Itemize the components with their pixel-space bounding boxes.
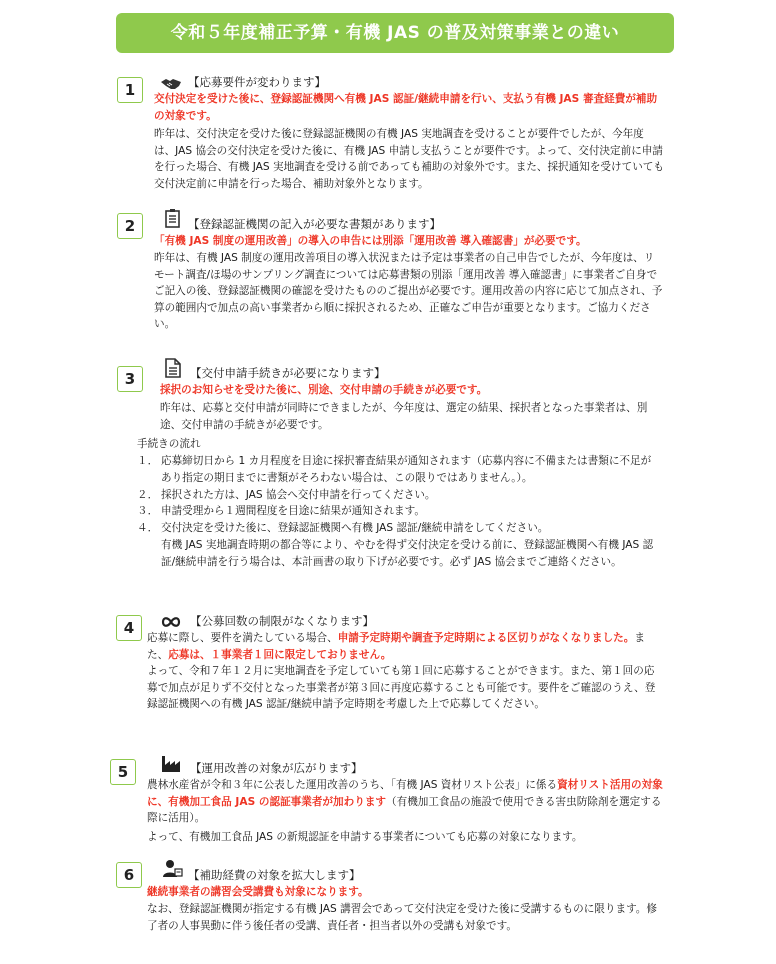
clipboard-icon: [162, 208, 184, 228]
infinity-icon: [160, 612, 182, 632]
section-heading-4: 【公募回数の制限がなくなります】: [190, 614, 374, 628]
section-body-6: なお、登録認証機関が指定する有機 JAS 講習会であって交付決定を受けた後に受講するものに限ります。修了者の人事異動に伴う後任者の受講、責任者・担当者以外の受講も対象です。: [147, 903, 657, 932]
flow-item-text: 応募締切日から 1 カ月程度を目途に採択審査結果が通知されます（応募内容に不備または書類に不足があり指定の期日までに書類がそろわない場合は、この限りではありません。）。: [161, 455, 652, 484]
section-text-4: [147, 630, 665, 663]
section-body-1: 昨年は、交付決定を受けた後に登録認証機関の有機 JAS 実地調査を受けることが要件でしたが、今年度は、JAS 協会の交付決定を受けた後に、有機 JAS 申請し支払うことが要件です。よって、交付決定前に申請を行った場合、有機 JAS 実地調査を受ける前であっても補助の対象外です。また、採択通知を受けていても交付決定前に申請を行った場合、補助対象外となります。: [154, 128, 664, 190]
section-heading-1: 【応募要件が変わります】: [188, 75, 326, 89]
document-icon: [162, 358, 184, 378]
section-body-5: よって、有機加工食品 JAS の新規認証を申請する事業者についても応募の対象になります。: [147, 831, 583, 843]
section-body-3: 昨年は、応募と交付申請が同時にできましたが、今年度は、選定の結果、採択者となった事業者は、別途、交付申請の手続きが必要です。: [160, 402, 648, 431]
section-intro-4: 応募に際し、要件を満たしている場合、: [147, 632, 338, 644]
section-highlight-1: 交付決定を受けた後に、登録認証機関へ有機 JAS 認証/継続申請を行い、支払う有機 JAS 審査経費が補助の対象です。: [154, 93, 658, 122]
page-title: 令和５年度補正予算・有機 JAS の普及対策事業との違い: [116, 13, 674, 53]
section-number-3: 3: [117, 366, 143, 392]
section-heading-5: 【運用改善の対象が広がります】: [190, 761, 363, 775]
section-intro-5: 農林水産省が令和３年に公表した運用改善のうち、「有機 JAS 資材リスト公表」に係る: [147, 779, 558, 791]
flow-item-number: ２．: [137, 489, 159, 501]
section-heading-6: 【補助経費の対象を拡大します】: [188, 868, 361, 882]
section-number-4: 4: [116, 615, 142, 641]
section-text-5: [147, 777, 665, 827]
flow-item-2: [137, 487, 660, 504]
flow-item-1: [137, 453, 660, 486]
section-number-6: 6: [116, 862, 142, 888]
flow-item-number: ３．: [137, 505, 159, 517]
section-heading-2: 【登録認証機関の記入が必要な書類があります】: [188, 217, 441, 231]
section-body-2: 昨年は、有機 JAS 制度の運用改善項目の導入状況または予定は事業者の自己申告でしたが、今年度は、リモート調査/ほ場のサンプリング調査については応募書類の別添「運用改善 導入確認書」に事業者ご自身でご記入の後、登録認証機関の確認を受けたもののご提出が必要です。運用改善の内容に応じて加点され、予算の範囲内で加点の高い事業者から順に採択されるため、正確なご申告が重要となります。ご協力ください。: [154, 252, 663, 331]
section-highlight-4b: 応募は、１事業者１回に限定しておりません。: [168, 648, 392, 661]
section-number-2: 2: [117, 213, 143, 239]
section-highlight-3: 採択のお知らせを受けた後に、別途、交付申請の手続きが必要です。: [160, 384, 488, 396]
section-heading-3: 【交付申請手続きが必要になります】: [190, 366, 386, 380]
flow-item-text: 採択された方は、JAS 協会へ交付申請を行ってください。: [161, 489, 436, 501]
section-highlight-6: 継続事業者の講習会受講費も対象になります。: [147, 886, 369, 898]
section-number-5: 5: [110, 759, 136, 785]
flow-item-4: [137, 520, 660, 537]
section-highlight-4: 申請予定時期や調査予定時期による区切りがなくなりました。: [337, 632, 635, 644]
section-body-4: よって、令和７年１２月に実地調査を予定していても第１回に応募することができます。また、第１回の応募で加点が足りず不交付となった事業者が第３回に再度応募することも可能です。要件をご確認のうえ、登録認証機関への有機 JAS 認証/継続申請予定時期を考慮した上で応募してください。: [147, 665, 656, 711]
flow-item-number: ４．: [137, 522, 159, 534]
section-highlight-2: 「有機 JAS 制度の運用改善」の導入の申告には別添「運用改善 導入確認書」が必要です。: [154, 235, 587, 247]
flow-note: 有機 JAS 実地調査時期の都合等により、やむを得ず交付決定を受ける前に、登録認証機関へ有機 JAS 認証/継続申請を行う場合は、本計画書の取り下げが必要です。必ず JAS 協会までご連絡ください。: [161, 539, 654, 568]
flow-item-text: 交付決定を受けた後に、登録認証機関へ有機 JAS 認証/継続申請をしてください。: [161, 522, 549, 534]
flow-item-text: 申請受理から１週間程度を目途に結果が通知されます。: [161, 505, 425, 517]
section-mid-5: （有機加工食品の施設で使用できる害虫防除剤を選定する際に活用）。: [147, 795, 662, 825]
section-highlight-5: 資材リスト活用の対象に、有機加工食品 JAS の認証事業者が加わります: [147, 779, 663, 808]
section-mid-4: また、: [147, 632, 645, 661]
factory-icon: [160, 754, 182, 774]
flow-title: 手続きの流れ: [137, 438, 201, 450]
person-icon: [161, 858, 183, 878]
section-number-1: 1: [117, 77, 143, 103]
flow-item-3: [137, 503, 660, 520]
flow-item-number: １．: [137, 455, 159, 467]
